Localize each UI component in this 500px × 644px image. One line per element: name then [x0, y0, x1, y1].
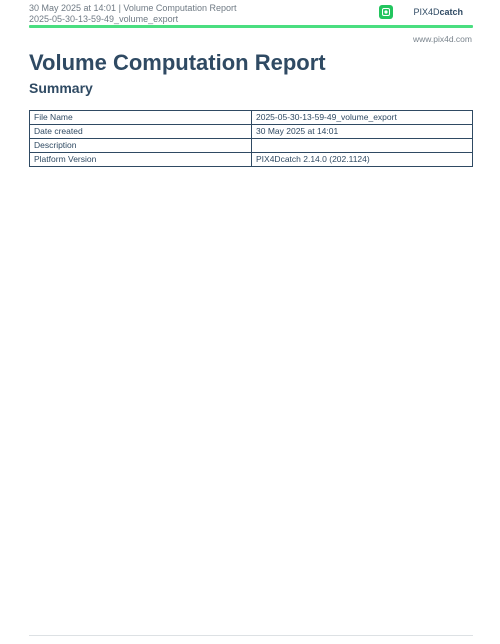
- header-file-name: 2025-05-30-13-59-49_volume_export: [29, 14, 179, 24]
- row-label: Date created: [30, 125, 252, 139]
- footer-divider: [29, 635, 473, 636]
- table-row: [30, 111, 473, 125]
- row-value: 2025-05-30-13-59-49_volume_export: [252, 111, 473, 125]
- header-meta: [29, 3, 236, 25]
- row-label: File Name: [30, 111, 252, 125]
- row-label: Platform Version: [30, 153, 252, 167]
- row-value: 30 May 2025 at 14:01: [252, 125, 473, 139]
- table-row: [30, 139, 473, 153]
- pix4dcatch-logo-icon: [379, 5, 393, 19]
- summary-table: [29, 110, 473, 167]
- row-value: [252, 139, 473, 153]
- brand-name: PIX4Dcatch: [413, 7, 463, 17]
- section-title-summary: Summary: [29, 80, 93, 96]
- page-title: Volume Computation Report: [29, 50, 326, 75]
- brand: [379, 4, 463, 20]
- table-row: [30, 153, 473, 167]
- row-value: PIX4Dcatch 2.14.0 (202.1124): [252, 153, 473, 167]
- header-date-title: 30 May 2025 at 14:01 | Volume Computation Report: [29, 3, 237, 13]
- website-url: www.pix4d.com: [412, 34, 472, 44]
- header-accent-bar: [29, 25, 473, 28]
- table-row: [30, 125, 473, 139]
- page-header: [29, 3, 473, 27]
- row-label: Description: [30, 139, 252, 153]
